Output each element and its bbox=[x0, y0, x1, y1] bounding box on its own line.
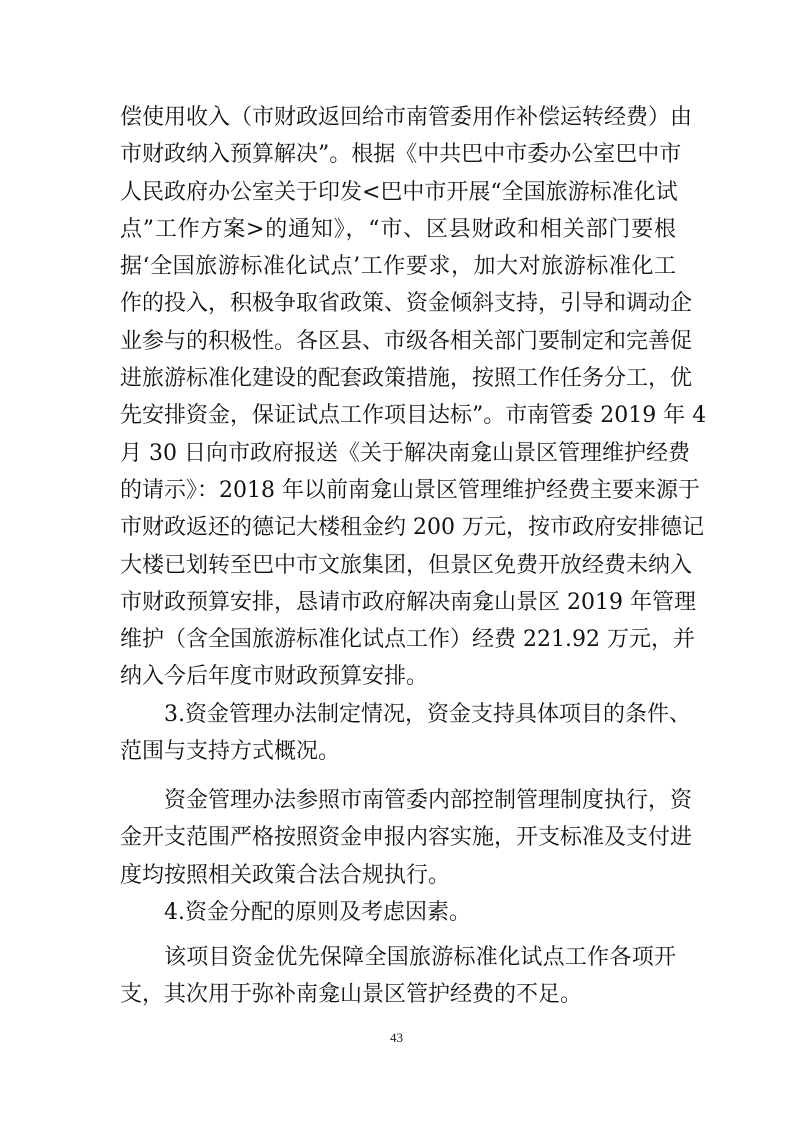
text-line: 的请示》：2018 年以前南龛山景区管理维护经费主要来源于 bbox=[120, 478, 700, 503]
text-line: 维护（含全国旅游标准化试点工作）经费 221.92 万元，并 bbox=[120, 627, 695, 652]
text-line: 偿使用收入（市财政返回给市南管委用作补偿运转经费）由 bbox=[120, 105, 693, 130]
text-line: 金开支范围严格按照资金申报内容实施，开支标准及支付进 bbox=[120, 825, 693, 850]
section-heading: 4.资金分配的原则及考虑因素。 bbox=[164, 900, 471, 925]
page-number: 43 bbox=[390, 1030, 403, 1045]
text-line: 据‘全国旅游标准化试点’工作要求，加大对旅游标准化工 bbox=[120, 254, 676, 279]
text-line: 人民政府办公室关于印发<巴中市开展“全国旅游标准化试 bbox=[120, 180, 678, 205]
text-line: 度均按照相关政策合法合规执行。 bbox=[120, 863, 451, 888]
text-line: 市财政返还的德记大楼租金约 200 万元，按市政府安排德记 bbox=[120, 515, 704, 540]
text-line: 纳入今后年度市财政预算安排。 bbox=[120, 664, 429, 689]
text-line: 资金管理办法参照市南管委内部控制管理制度执行，资 bbox=[164, 788, 693, 813]
section-heading: 范围与支持方式概况。 bbox=[120, 739, 341, 764]
text-line: 作的投入，积极争取省政策、资金倾斜支持，引导和调动企 bbox=[120, 291, 693, 316]
text-line: 市财政预算安排，恳请市政府解决南龛山景区 2019 年管理 bbox=[120, 590, 696, 615]
text-line: 月 30 日向市政府报送《关于解决南龛山景区管理维护经费 bbox=[120, 441, 690, 466]
text-line: 业参与的积极性。各区县、市级各相关部门要制定和完善促 bbox=[120, 329, 693, 354]
text-line: 点”工作方案>的通知》，“市、区县财政和相关部门要根 bbox=[120, 217, 676, 242]
text-line: 市财政纳入预算解决”。根据《中共巴中市委办公室巴中市 bbox=[120, 142, 682, 167]
text-line: 先安排资金，保证试点工作项目达标”。市南管委 2019 年 4 bbox=[120, 403, 707, 428]
text-line: 进旅游标准化建设的配套政策措施，按照工作任务分工，优 bbox=[120, 366, 693, 391]
text-line: 该项目资金优先保障全国旅游标准化试点工作各项开 bbox=[164, 945, 676, 970]
text-line: 支，其次用于弥补南龛山景区管护经费的不足。 bbox=[120, 982, 583, 1007]
text-line: 大楼已划转至巴中市文旅集团，但景区免费开放经费未纳入 bbox=[120, 553, 693, 578]
section-heading: 3.资金管理办法制定情况，资金支持具体项目的条件、 bbox=[164, 702, 691, 727]
